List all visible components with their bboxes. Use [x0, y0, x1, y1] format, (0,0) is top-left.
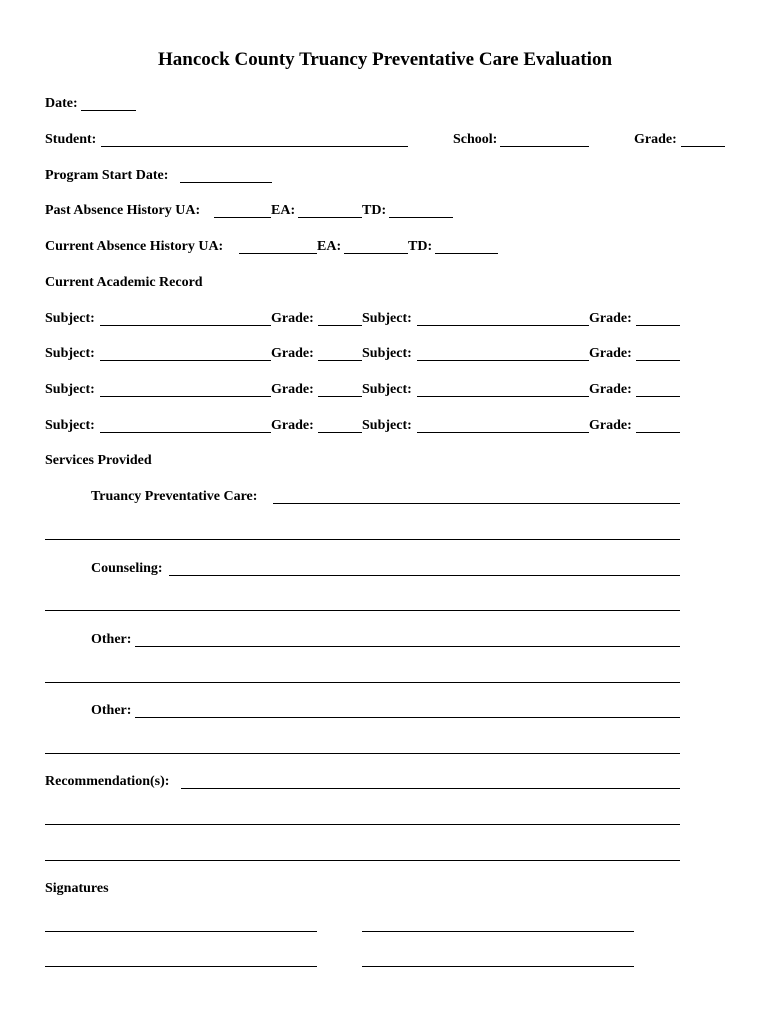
- truancy-care-label: Truancy Preventative Care:: [91, 489, 258, 504]
- past-ea-field[interactable]: [298, 217, 362, 218]
- grade-label: Grade:: [589, 346, 632, 361]
- school-label: School:: [453, 132, 498, 147]
- grade-label: Grade:: [634, 132, 677, 147]
- grade-field[interactable]: [636, 360, 680, 361]
- past-td-field[interactable]: [389, 217, 453, 218]
- grade-field[interactable]: [318, 396, 362, 397]
- other-field-continued[interactable]: [45, 682, 680, 683]
- student-field[interactable]: [101, 146, 408, 147]
- signature-line[interactable]: [45, 966, 317, 967]
- grade-label: Grade:: [589, 382, 632, 397]
- other-label: Other:: [91, 632, 132, 647]
- subject-field[interactable]: [100, 432, 271, 433]
- signatures-heading: Signatures: [45, 881, 109, 896]
- subject-field[interactable]: [417, 360, 589, 361]
- subject-label: Subject:: [362, 311, 412, 326]
- recommendations-label: Recommendation(s):: [45, 774, 170, 789]
- grade-field[interactable]: [318, 432, 362, 433]
- subject-field[interactable]: [417, 432, 589, 433]
- other-field-continued[interactable]: [45, 753, 680, 754]
- subject-field[interactable]: [100, 396, 271, 397]
- subject-field[interactable]: [417, 325, 589, 326]
- past-td-label: TD:: [362, 203, 387, 218]
- grade-field[interactable]: [636, 396, 680, 397]
- recommendations-field-continued[interactable]: [45, 860, 680, 861]
- grade-field[interactable]: [636, 325, 680, 326]
- grade-label: Grade:: [271, 418, 314, 433]
- grade-field[interactable]: [318, 325, 362, 326]
- other-field[interactable]: [135, 717, 680, 718]
- past-absence-label: Past Absence History UA:: [45, 203, 201, 218]
- current-ea-label: EA:: [317, 239, 342, 254]
- subject-label: Subject:: [45, 346, 95, 361]
- other-field[interactable]: [135, 646, 680, 647]
- current-ea-field[interactable]: [344, 253, 408, 254]
- grade-label: Grade:: [271, 382, 314, 397]
- recommendations-field-continued[interactable]: [45, 824, 680, 825]
- services-heading: Services Provided: [45, 453, 152, 468]
- current-td-field[interactable]: [435, 253, 498, 254]
- grade-label: Grade:: [271, 311, 314, 326]
- grade-label: Grade:: [271, 346, 314, 361]
- grade-label: Grade:: [589, 311, 632, 326]
- current-absence-label: Current Absence History UA:: [45, 239, 224, 254]
- subject-field[interactable]: [417, 396, 589, 397]
- counseling-field-continued[interactable]: [45, 610, 680, 611]
- counseling-label: Counseling:: [91, 561, 163, 576]
- subject-label: Subject:: [362, 346, 412, 361]
- document-title: Hancock County Truancy Preventative Care Evaluation: [157, 49, 613, 70]
- current-td-label: TD:: [408, 239, 433, 254]
- subject-label: Subject:: [362, 418, 412, 433]
- truancy-care-field-continued[interactable]: [45, 539, 680, 540]
- signature-line[interactable]: [45, 931, 317, 932]
- grade-field[interactable]: [636, 432, 680, 433]
- subject-field[interactable]: [100, 325, 271, 326]
- subject-label: Subject:: [45, 382, 95, 397]
- subject-label: Subject:: [45, 311, 95, 326]
- academic-record-heading: Current Academic Record: [45, 275, 203, 290]
- grade-label: Grade:: [589, 418, 632, 433]
- student-label: Student:: [45, 132, 97, 147]
- past-ea-label: EA:: [271, 203, 296, 218]
- school-field[interactable]: [500, 146, 589, 147]
- grade-field[interactable]: [318, 360, 362, 361]
- date-field[interactable]: [81, 110, 136, 111]
- subject-label: Subject:: [45, 418, 95, 433]
- signature-line[interactable]: [362, 931, 634, 932]
- subject-field[interactable]: [100, 360, 271, 361]
- signature-line[interactable]: [362, 966, 634, 967]
- counseling-field[interactable]: [169, 575, 680, 576]
- other-label: Other:: [91, 703, 132, 718]
- program-start-field[interactable]: [180, 182, 272, 183]
- grade-field[interactable]: [681, 146, 725, 147]
- past-ua-field[interactable]: [214, 217, 271, 218]
- recommendations-field[interactable]: [181, 788, 680, 789]
- subject-label: Subject:: [362, 382, 412, 397]
- program-start-label: Program Start Date:: [45, 168, 169, 183]
- truancy-care-field[interactable]: [273, 503, 680, 504]
- date-label: Date:: [45, 96, 78, 111]
- current-ua-field[interactable]: [239, 253, 317, 254]
